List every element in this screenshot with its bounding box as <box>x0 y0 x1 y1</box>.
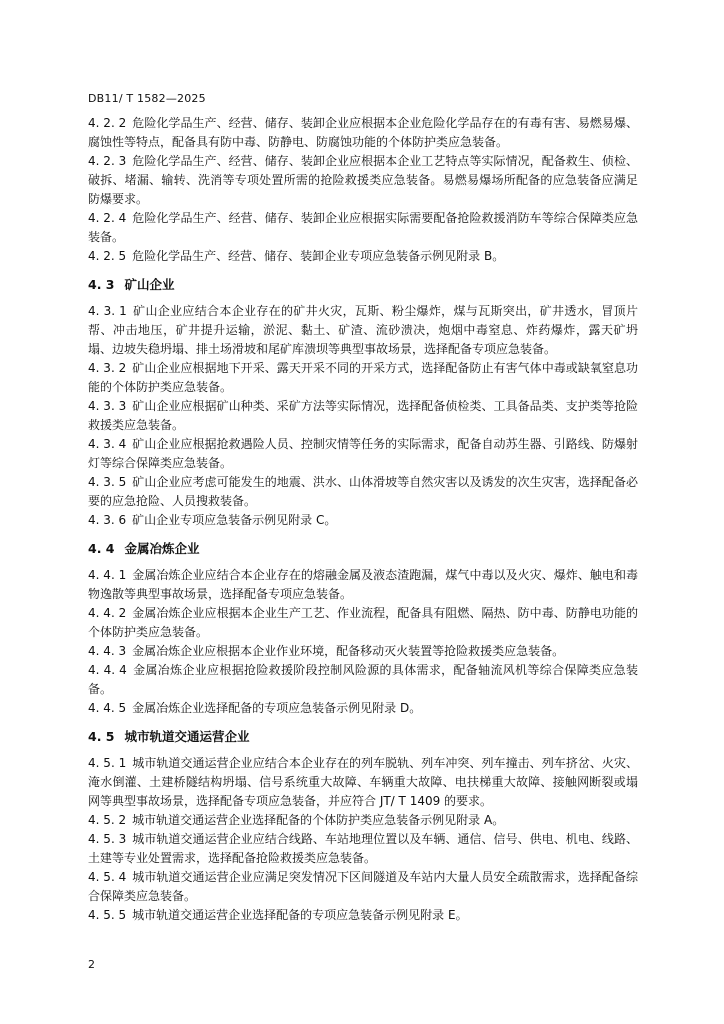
section-heading <box>88 275 638 295</box>
clause-text: 城市轨道交通运营企业应结合线路、车站地理位置以及车辆、通信、信号、供电、机电、线路、土建等专业处置需求，选择配备抢险救援类应急装备。 <box>88 832 638 865</box>
clause-number: 4. 3. 4 <box>88 437 127 451</box>
clause-text: 城市轨道交通运营企业选择配备的个体防护类应急装备示例见附录 A。 <box>132 813 505 827</box>
clause-paragraph <box>88 830 638 868</box>
clause-text: 危险化学品生产、经营、储存、装卸企业应根据本企业危险化学品存在的有毒有害、易燃易爆、腐蚀性等特点，配备具有防中毒、防静电、防腐蚀功能的个体防护类应急装备。 <box>88 116 638 149</box>
clause-paragraph <box>88 868 638 906</box>
section-title: 矿山企业 <box>124 277 175 292</box>
clause-number: 4. 4. 5 <box>88 701 127 715</box>
clause-text: 矿山企业应结合本企业存在的矿井火灾，瓦斯、粉尘爆炸，煤与瓦斯突出，矿井透水，冒顶片帮、冲击地压，矿井提升运输，淤泥、黏土、矿渣、流砂溃决，炮烟中毒窒息、炸药爆炸，露天矿坍塌、边坡失稳坍塌、排土场滑坡和尾矿库溃坝等典型事故场景，选择配备专项应急装备。 <box>88 304 638 356</box>
section-title: 城市轨道交通运营企业 <box>124 729 250 744</box>
section-heading <box>88 727 638 747</box>
clause-number: 4. 2. 5 <box>88 249 127 263</box>
clause-text: 矿山企业应根据抢救遇险人员、控制灾情等任务的实际需求，配备自动苏生器、引路线、防爆射灯等综合保障类应急装备。 <box>88 437 638 470</box>
document-body <box>88 114 638 925</box>
clause-text: 城市轨道交通运营企业选择配备的专项应急装备示例见附录 E。 <box>132 908 468 922</box>
clause-number: 4. 5. 4 <box>88 870 127 884</box>
clause-number: 4. 2. 2 <box>88 116 127 130</box>
clause-text: 金属冶炼企业应结合本企业存在的熔融金属及液态渣跑漏，煤气中毒以及火灾、爆炸、触电和毒物逸散等典型事故场景，选择配备专项应急装备。 <box>88 568 638 601</box>
clause-text: 金属冶炼企业应根据本企业生产工艺、作业流程，配备具有阻燃、隔热、防中毒、防静电功能的个体防护类应急装备。 <box>88 606 638 639</box>
clause-text: 矿山企业应根据地下开采、露天开采不同的开采方式，选择配备防止有害气体中毒或缺氧窒息功能的个体防护类应急装备。 <box>88 361 638 394</box>
clause-paragraph <box>88 511 638 530</box>
clause-paragraph <box>88 397 638 435</box>
clause-paragraph <box>88 566 638 604</box>
clause-paragraph <box>88 811 638 830</box>
section-number: 4. 3 <box>88 277 115 292</box>
clause-number: 4. 3. 5 <box>88 475 127 489</box>
clause-number: 4. 4. 4 <box>88 663 127 677</box>
section-number: 4. 4 <box>88 541 115 556</box>
clause-number: 4. 3. 1 <box>88 304 127 318</box>
clause-text: 金属冶炼企业选择配备的专项应急装备示例见附录 D。 <box>132 701 422 715</box>
clause-text: 危险化学品生产、经营、储存、装卸企业专项应急装备示例见附录 B。 <box>132 249 505 263</box>
section-number: 4. 5 <box>88 729 115 744</box>
clause-paragraph <box>88 435 638 473</box>
clause-number: 4. 4. 3 <box>88 644 127 658</box>
clause-number: 4. 5. 5 <box>88 908 127 922</box>
clause-paragraph <box>88 699 638 718</box>
clause-paragraph <box>88 247 638 266</box>
clause-number: 4. 4. 1 <box>88 568 127 582</box>
clause-text: 城市轨道交通运营企业应满足突发情况下区间隧道及车站内大量人员安全疏散需求，选择配备综合保障类应急装备。 <box>88 870 638 903</box>
clause-number: 4. 5. 1 <box>88 756 127 770</box>
clause-text: 危险化学品生产、经营、储存、装卸企业应根据实际需要配备抢险救援消防车等综合保障类应急装备。 <box>88 211 638 244</box>
clause-text: 矿山企业应考虑可能发生的地震、洪水、山体滑坡等自然灾害以及诱发的次生灾害，选择配备必要的应急抢险、人员搜救装备。 <box>88 475 638 508</box>
clause-number: 4. 3. 6 <box>88 513 127 527</box>
clause-text: 城市轨道交通运营企业应结合本企业存在的列车脱轨、列车冲突、列车撞击、列车挤岔、火灾、淹水倒灌、土建桥隧结构坍塌、信号系统重大故障、车辆重大故障、电扶梯重大故障、接触网断裂或塌网等典型事故场景，选择配备专项应急装备，并应符合 JT/ T 1409 的要求。 <box>88 756 638 808</box>
clause-number: 4. 4. 2 <box>88 606 127 620</box>
clause-number: 4. 2. 3 <box>88 154 127 168</box>
clause-text: 矿山企业应根据矿山种类、采矿方法等实际情况，选择配备侦检类、工具备品类、支护类等抢险救援类应急装备。 <box>88 399 638 432</box>
clause-paragraph <box>88 642 638 661</box>
document-header: DB11/ T 1582—2025 <box>88 92 206 105</box>
clause-paragraph <box>88 209 638 247</box>
section-heading <box>88 539 638 559</box>
clause-number: 4. 2. 4 <box>88 211 127 225</box>
clause-number: 4. 3. 3 <box>88 399 127 413</box>
clause-paragraph <box>88 661 638 699</box>
clause-text: 危险化学品生产、经营、储存、装卸企业应根据本企业工艺特点等实际情况，配备救生、侦检、破拆、堵漏、输转、洗消等专项处置所需的抢险救援类应急装备。易燃易爆场所配备的应急装备应满足防爆要求。 <box>88 154 638 206</box>
section-title: 金属冶炼企业 <box>124 541 200 556</box>
clause-text: 矿山企业专项应急装备示例见附录 C。 <box>132 513 337 527</box>
clause-paragraph <box>88 152 638 209</box>
clause-paragraph <box>88 302 638 359</box>
clause-paragraph <box>88 754 638 811</box>
clause-paragraph <box>88 604 638 642</box>
clause-paragraph <box>88 906 638 925</box>
clause-text: 金属冶炼企业应根据本企业作业环境，配备移动灭火装置等抢险救援类应急装备。 <box>132 644 565 658</box>
clause-paragraph <box>88 359 638 397</box>
clause-number: 4. 5. 3 <box>88 832 127 846</box>
clause-paragraph <box>88 114 638 152</box>
clause-number: 4. 5. 2 <box>88 813 127 827</box>
clause-paragraph <box>88 473 638 511</box>
clause-number: 4. 3. 2 <box>88 361 127 375</box>
page-number: 2 <box>88 958 95 971</box>
clause-text: 金属冶炼企业应根据抢险救援阶段控制风险源的具体需求，配备轴流风机等综合保障类应急装备。 <box>88 663 638 696</box>
